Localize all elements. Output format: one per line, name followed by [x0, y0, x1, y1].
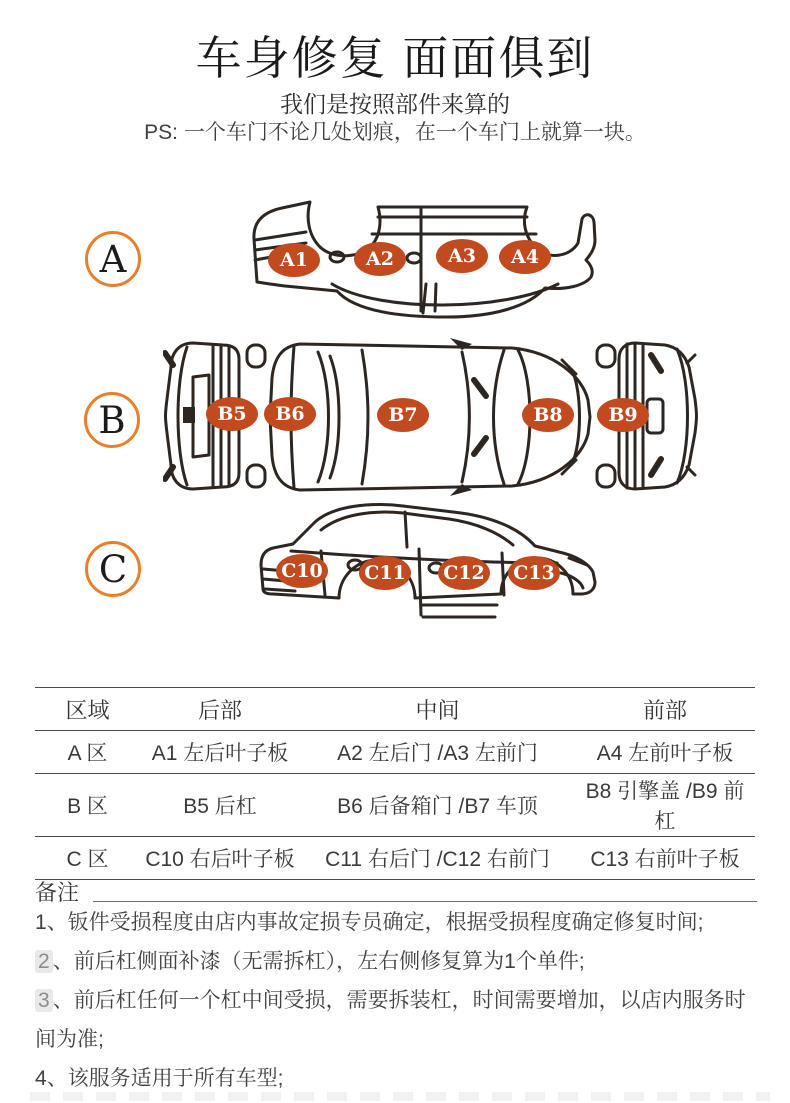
table-cell: C10 右后叶子板: [145, 848, 295, 871]
zone-badge-b: B: [84, 392, 140, 448]
faint-cropped-text-line: [30, 1092, 770, 1101]
table-header-cell: 前部: [642, 697, 687, 723]
table-row: [35, 837, 755, 880]
note-item-2: [35, 942, 759, 981]
note-number: 4: [35, 1067, 47, 1090]
zone-marker-a2: A2: [354, 242, 406, 276]
note-separator: 、: [46, 911, 68, 934]
zone-marker-c12: C12: [438, 556, 490, 590]
note-item-3: [35, 981, 759, 1059]
page-subtitle: 我们是按照部件来算的: [280, 91, 510, 117]
zone-marker-b7: B7: [377, 398, 429, 432]
table-header-cell: 后部: [197, 697, 242, 723]
table-cell: A2 左后门 /A3 左前门: [337, 742, 538, 765]
table-cell: C 区: [66, 848, 109, 871]
notes-list: [35, 903, 759, 1098]
remark-underline: [93, 901, 757, 902]
table-cell: A 区: [67, 742, 108, 765]
zone-marker-c13: C13: [508, 556, 560, 590]
note-number: 1: [35, 911, 47, 934]
note-number: 2: [35, 950, 53, 973]
zone-marker-b5: B5: [206, 397, 258, 431]
zone-marker-c11: C11: [359, 556, 411, 590]
table-cell: B 区: [67, 795, 108, 818]
table-cell: A4 左前叶子板: [596, 742, 734, 765]
zone-marker-b8: B8: [522, 398, 574, 432]
note-text: 前后杠侧面补漆（无需拆杠），左右侧修复算为1个单件;: [73, 950, 585, 973]
table-row: [35, 731, 755, 774]
zones-table: [35, 687, 755, 880]
table-header-cell: 区域: [65, 697, 110, 723]
table-cell: B5 后杠: [183, 795, 257, 818]
table-cell: B8 引擎盖 /B9 前杠: [585, 780, 745, 833]
note-text: 该服务适用于所有车型;: [67, 1067, 284, 1090]
ps-note: PS: 一个车门不论几处划痕，在一个车门上就算一块。: [144, 121, 646, 144]
table-row: [35, 774, 755, 837]
table-cell: C11 右后门 /C12 右前门: [325, 848, 550, 871]
note-separator: 、: [52, 950, 74, 973]
note-number: 3: [35, 989, 53, 1012]
zone-badge-c: C: [85, 541, 141, 597]
zone-marker-b6: B6: [264, 397, 316, 431]
zone-badge-a: A: [85, 231, 141, 287]
table-cell: C13 右前叶子板: [590, 848, 740, 871]
table-header-cell: 中间: [415, 697, 460, 723]
zone-marker-a4: A4: [499, 240, 551, 274]
remark-heading: 备注: [35, 880, 80, 905]
note-separator: 、: [52, 989, 74, 1012]
note-text: 钣件受损程度由店内事故定损专员确定，根据受损程度确定修复时间;: [67, 911, 704, 934]
zone-marker-c10: C10: [276, 554, 328, 588]
note-separator: 、: [46, 1067, 68, 1090]
zone-marker-b9: B9: [597, 398, 649, 432]
table-cell: A1 左后叶子板: [151, 742, 289, 765]
page-title: 车身修复 面面俱到: [195, 32, 595, 84]
table-header-row: [35, 688, 755, 731]
zone-marker-a3: A3: [436, 239, 488, 273]
note-text: 前后杠任何一个杠中间受损，需要拆装杠，时间需要增加，以店内服务时间为准;: [35, 989, 746, 1051]
note-item-1: [35, 903, 759, 942]
zone-marker-a1: A1: [268, 243, 320, 277]
table-cell: B6 后备箱门 /B7 车顶: [337, 795, 538, 818]
